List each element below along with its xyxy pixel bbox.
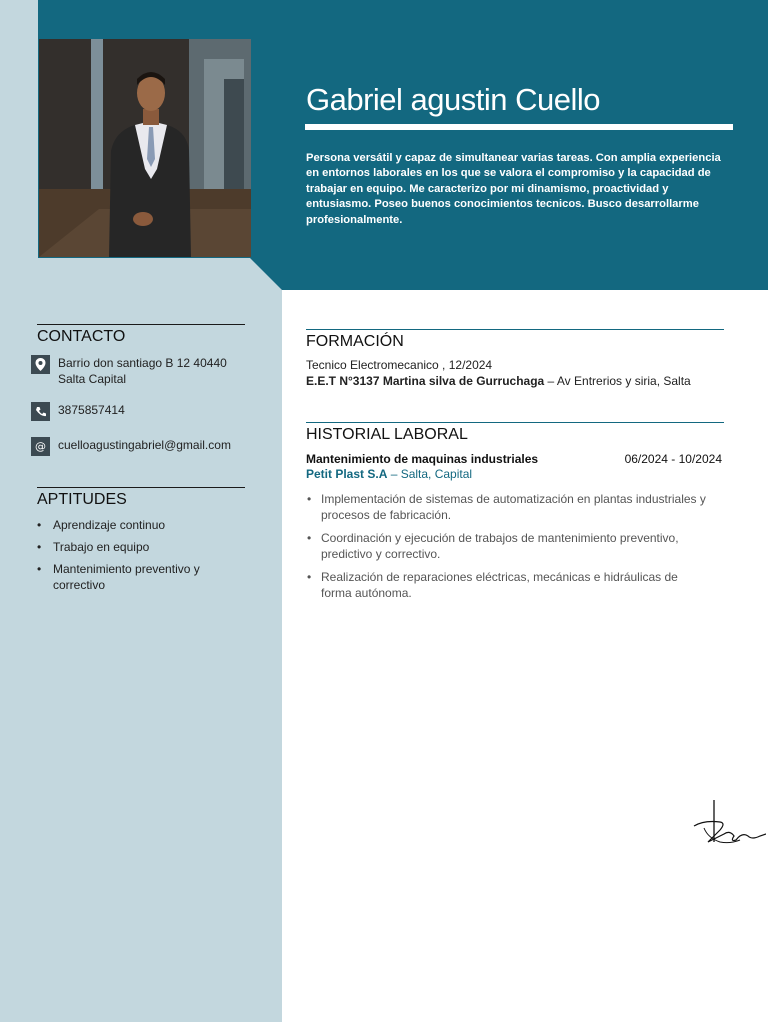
skills-heading: APTITUDES <box>37 487 245 509</box>
profile-photo-drawing <box>39 39 251 257</box>
name-underline <box>305 124 733 130</box>
location-pin-icon <box>31 355 50 374</box>
company-name: Petit Plast S.A <box>306 467 388 481</box>
job-dates: 06/2024 - 10/2024 <box>624 452 722 466</box>
email-at-icon: @ <box>31 437 50 456</box>
duty-item: • Implementación de sistemas de automatización en plantas industriales y procesos de fabricación. <box>306 491 706 523</box>
contact-heading: CONTACTO <box>37 324 245 346</box>
skill-item: • Mantenimiento preventivo y correctivo <box>37 561 242 593</box>
address-text: Barrio don santiago B 12 40440 Salta Capital <box>58 356 227 386</box>
skills-list <box>37 517 242 599</box>
skill-item: • Aprendizaje continuo <box>37 517 242 533</box>
profile-photo <box>39 39 251 257</box>
school-name: E.E.T N°3137 Martina silva de Gurruchaga <box>306 374 545 388</box>
job-title: Mantenimiento de maquinas industriales <box>306 452 539 466</box>
company-location: – Salta, Capital <box>387 467 473 481</box>
phone-text[interactable]: 3875857414 <box>58 403 125 417</box>
school-location: – Av Entrerios y siria, Salta <box>544 374 691 388</box>
contact-email <box>31 437 251 456</box>
job-duties-list <box>306 491 706 608</box>
education-heading: FORMACIÓN <box>306 329 724 351</box>
duty-item: • Coordinación y ejecución de trabajos de mantenimiento preventivo, predictivo y correctivo. <box>306 530 706 562</box>
skill-item: • Trabajo en equipo <box>37 539 242 555</box>
sidebar <box>0 290 282 1022</box>
contact-phone <box>31 402 251 421</box>
contact-address <box>31 355 251 387</box>
duty-item: • Realización de reparaciones eléctricas, mecánicas e hidráulicas de forma autónoma. <box>306 569 706 601</box>
work-history-heading: HISTORIAL LABORAL <box>306 422 724 444</box>
phone-icon <box>31 402 50 421</box>
profile-summary: Persona versátil y capaz de simultanear varias tareas. Con amplia experiencia en entornos laborales en los que se valora el compromiso y la capacidad de trabajar en equipo. Me caracterizo por mi dinamismo, proactividad y entusiasmo. Poseo buenos conocimientos tecnicos. Busco desarrollarme profesionalmente. <box>306 152 721 226</box>
candidate-name: Gabriel agustin Cuello <box>306 82 601 117</box>
degree-text: Tecnico Electromecanico , 12/2024 <box>306 358 493 372</box>
email-text[interactable]: cuelloagustingabriel@gmail.com <box>58 438 231 452</box>
handwritten-signature <box>690 798 766 848</box>
company-line <box>306 467 472 481</box>
school-line <box>306 374 691 388</box>
